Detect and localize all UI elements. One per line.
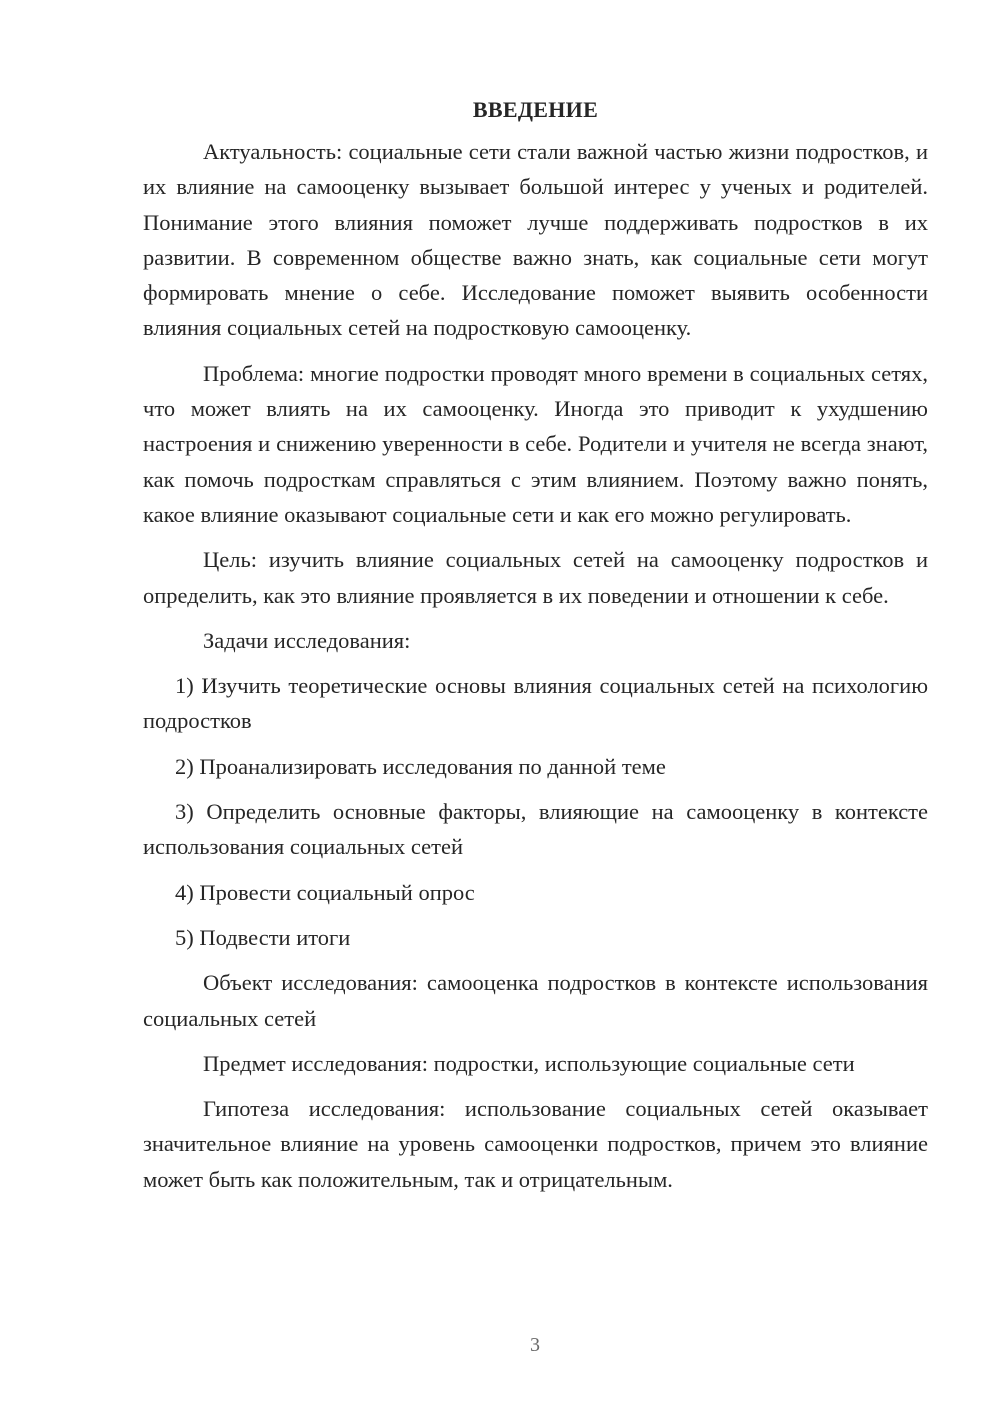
task-item-2: 2) Проанализировать исследования по данной теме [175, 753, 666, 779]
page-number: 3 [530, 1334, 540, 1356]
document-page [143, 96, 928, 1197]
task-item-3: 3) Определить основные факторы, влияющие на самооценку в контексте использования социальных сетей [143, 799, 928, 860]
subject-paragraph: Предмет исследования: подростки, использующие социальные сети [203, 1050, 855, 1076]
task-item-5: 5) Подвести итоги [175, 924, 351, 950]
hypothesis-paragraph: Гипотеза исследования: использование социальных сетей оказывает значительное влияние на уровень самооценки подростков, причем это влияние может быть как положительным, так и отрицательным. [143, 1096, 928, 1192]
task-item-4: 4) Провести социальный опрос [175, 879, 475, 905]
object-paragraph: Объект исследования: самооценка подростков в контексте использования социальных сетей [143, 970, 928, 1031]
section-title: ВВЕДЕНИЕ [472, 97, 599, 122]
task-item-1: 1) Изучить теоретические основы влияния социальных сетей на психологию подростков [143, 673, 928, 734]
goal-paragraph: Цель: изучить влияние социальных сетей на самооценку подростков и определить, как это влияние проявляется в их поведении и отношении к себе. [143, 547, 928, 608]
relevance-paragraph: Актуальность: социальные сети стали важной частью жизни подростков, и их влияние на самооценку вызывает большой интерес у ученых и родителей. Понимание этого влияния поможет лучше поддерживать подростков в их развитии. В современном обществе важно знать, как социальные сети могут формировать мнение о себе. Исследование поможет выявить особенности влияния социальных сетей на подростковую самооценку. [143, 139, 928, 341]
problem-paragraph: Проблема: многие подростки проводят много времени в социальных сетях, что может влиять на их самооценку. Иногда это приводит к ухудшению настроения и снижению уверенности в себе. Родители и учителя не всегда знают, как помочь подросткам справляться с этим влиянием. Поэтому важно понять, какое влияние оказывают социальные сети и как его можно регулировать. [143, 360, 928, 527]
tasks-heading: Задачи исследования: [203, 627, 411, 653]
